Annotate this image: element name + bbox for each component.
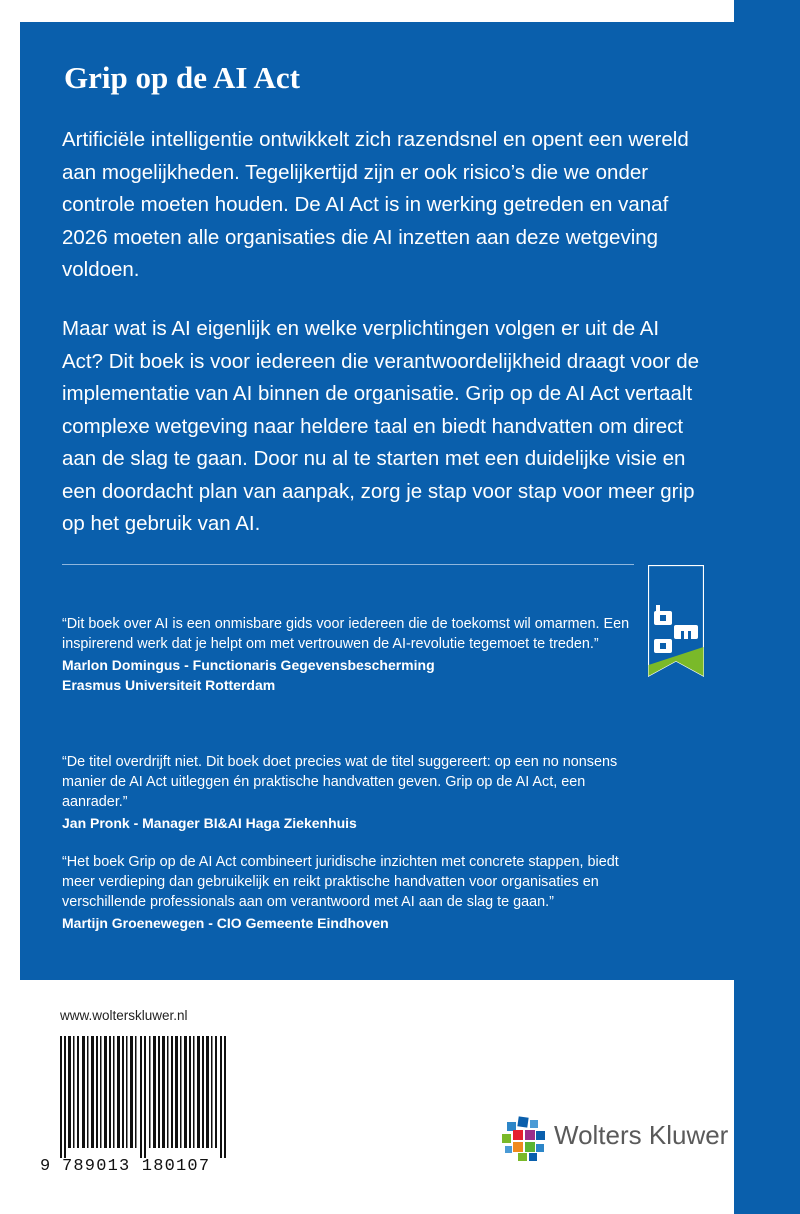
barcode-bars — [60, 1036, 228, 1158]
quote-author: Jan Pronk - Manager BI&AI Haga Ziekenhuis — [62, 815, 357, 831]
wolters-kluwer-logo-icon — [501, 1116, 547, 1162]
review-quote-2 — [62, 752, 632, 833]
quote-text: “De titel overdrijft niet. Dit boek doet precies wat de titel suggereert: op een no nonsens manier de AI Act uitleggen én praktische handvatten geven. Grip op de AI Act, een aanrader.” — [62, 754, 618, 810]
quote-text: “Dit boek over AI is een onmisbare gids voor iedereen die de toekomst wil omarmen. Een inspirerend werk dat je helpt om met vertrouwen de AI-revolutie tegemoet te treden.” — [62, 616, 630, 652]
brand-name: Wolters Kluwer — [554, 1120, 729, 1150]
isbn-digit-prefix: 9 — [40, 1157, 51, 1176]
isbn-barcode — [40, 1030, 230, 1180]
quote-author-affiliation: Erasmus Universiteit Rotterdam — [62, 677, 276, 693]
back-cover-panel — [20, 22, 734, 980]
quote-author: Marlon Domingus - Functionaris Gegevensbescherming — [62, 657, 435, 673]
spine-strip — [734, 0, 800, 1214]
intro-paragraph-1: Artificiële intelligentie ontwikkelt zich razendsnel en opent een wereld aan mogelijkheden. Tegelijkertijd zijn er ook risico’s die we onder controle moeten houden. De AI Act is in werking getreden en vanaf 2026 moeten alle organisaties die AI inzetten aan deze wetgeving voldoen. — [62, 128, 689, 281]
quote-author: Martijn Groenewegen - CIO Gemeente Eindhoven — [62, 915, 389, 931]
book-title: Grip op de AI Act — [64, 60, 300, 95]
publisher-tab-pmp-logo — [648, 565, 704, 677]
review-quote-1 — [62, 614, 632, 695]
review-quote-3 — [62, 852, 632, 933]
quote-text: “Het boek Grip op de AI Act combineert juridische inzichten met concrete stappen, biedt meer verdieping dan gebruikelijk en reikt praktische handvatten voor organisaties en verschillende professionals aan om verantwoord met AI aan de slag te gaan.” — [62, 854, 619, 910]
isbn-digits: 789013 180107 — [62, 1157, 211, 1176]
intro-paragraph-2: Maar wat is AI eigenlijk en welke verplichtingen volgen er uit de AI Act? Dit boek is voor iedereen die verantwoordelijkheid draagt voor de implementatie van AI binnen de organisatie. Grip op de AI Act vertaalt complexe wetgeving naar heldere taal en biedt handvatten om direct aan de slag te gaan. Door nu al te starten met een duidelijke visie en een doordacht plan van aanpak, zorg je stap voor stap voor meer grip op het gebruik van AI. — [62, 317, 700, 535]
website-url: www.wolterskluwer.nl — [60, 1008, 188, 1023]
divider-line — [62, 564, 634, 565]
